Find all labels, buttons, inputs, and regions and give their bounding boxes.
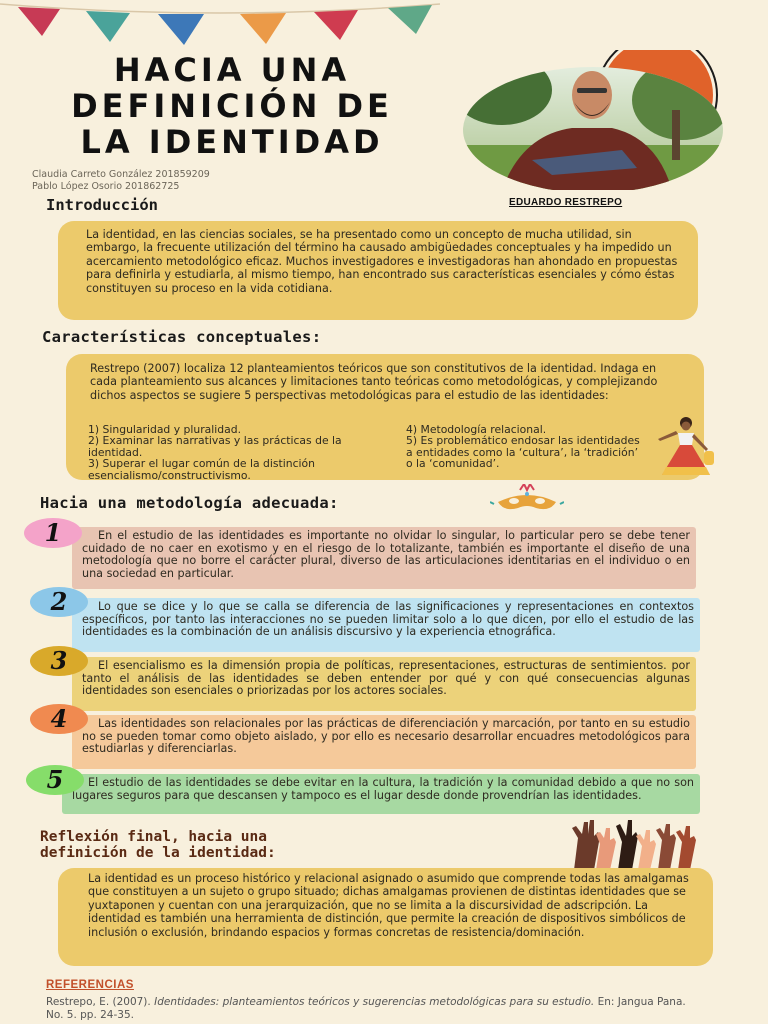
reflexion-box [58,868,713,966]
metodologia-item: En el estudio de las identidades es importante no olvidar lo singular, lo particular pero se debe tener cuidado de no caer en exotismo y en el riesgo de lo totalizante, también es importante el diseño de una metodología que no borre el carácter plural, diverso de las articulaciones identitarias en el individuo o en una sociedad en particular. [72,527,696,589]
metodologia-item: Lo que se dice y lo que se calla se diferencia de las significaciones y representaciones en contextos específicos, por tanto las interacciones no se pueden limitar solo a lo que dicen, por ello el estudio de las identidades es la combinación de un análisis discursivo y la experiencia etnográfica. [72,598,700,652]
perspectives-list-right: 4) Metodología relacional. 5) Es problemático endosar las identidades a entidades como la ‘cultura’, la ‘tradición’ o la ‘comunidad’. [406,423,640,471]
metodologia-number-badge: 2 [30,587,88,617]
caracteristicas-heading: Características conceptuales: [42,328,322,346]
metodologia-heading: Hacia una metodología adecuada: [40,494,339,512]
authors: Claudia Carreto González 201859209 Pablo López Osorio 201862725 [32,169,210,192]
intro-heading: Introducción [46,196,158,214]
reference-entry: Restrepo, E. (2007). Identidades: planteamientos teóricos y sugerencias metodológicas para su estudio. En: Jangua Pana. No. 5. pp. 24-35. [46,996,686,1021]
reflexion-heading: Reflexión final, hacia una definición de la identidad: [40,829,276,861]
page-title: HACIA UNA DEFINICIÓN DE LA IDENTIDAD [71,51,393,161]
metodologia-item: El esencialismo es la dimensión propia de políticas, representaciones, estructuras de sentimientos. por tanto el análisis de las identidades se deben entender por qué y con qué consecuencias algunas identidades son esenciales o priorizadas por los actores sociales. [72,657,696,711]
metodologia-number-badge: 5 [26,765,84,795]
metodologia-number-badge: 4 [30,704,88,734]
metodologia-number-badge: 1 [24,518,82,548]
woman-dancer-icon [650,415,722,481]
referencias-heading: REFERENCIAS [46,979,134,991]
caracteristicas-text: Restrepo (2007) localiza 12 planteamientos teóricos que son constitutivos de la identidad. Indaga en cada planteamiento sus alcances y limitaciones tanto teóricas como metodológicas, y complejizando dichos aspectos se sugiere 5 perspectivas metodológicas para el estudio de las identidades: [90,362,658,402]
reflexion-text: La identidad es un proceso histórico y relacional asignado o asumido que comprende todas las amalgamas que constituyen a un sujeto o grupo situado; dichas amalgamas provienen de distintas identidades que se yuxtaponen y cuentan con una jerarquización, que no se limita a la discursividad de adscripción. La identidad es también una herramienta de distinción, que permite la creación de dispositivos simbólicos de inclusión o exclusión, brindando espacios y formas concretas de resistencia/dominación. [88,872,689,939]
raised-hands-icon [566,816,702,870]
author-name: EDUARDO RESTREPO [509,197,623,208]
perspectives-list-left: 1) Singularidad y pluralidad. 2) Examinar las narrativas y las prácticas de la identidad. 3) Superar el lugar común de la distinción esencialismo/constructivismo. [88,423,342,482]
intro-text: La identidad, en las ciencias sociales, se ha presentado como un concepto de mucha utilidad, sin embargo, la frecuente utilización del término ha causado ambigüedades conceptuales y ha impedido un acercamiento metodológico eficaz. Muchos investigadores e investigadoras han ahondado en propuestas para definirla y estudiarla, al mismo tiempo, han encontrado sus características esenciales y cómo éstas constituyen su proceso en la vida cotidiana. [86,228,678,295]
metodologia-item: Las identidades son relacionales por las prácticas de diferenciación y marcación, por tanto en su estudio no se pueden tomar como objeto aislado, y por ello es necesario desarrollar encuadres metodológicos para estudiarlas y diferenciarlas. [72,715,696,769]
author-photo [462,50,724,190]
intro-box [58,221,698,320]
metodologia-item: El estudio de las identidades se debe evitar en la cultura, la tradición y la comunidad debido a que no son lugares seguros para que descansen y tampoco es el lugar desde donde provendrían las identidades. [62,774,700,814]
carnival-mask-icon [490,484,564,516]
metodologia-number-badge: 3 [30,646,88,676]
bunting-flags-icon [0,0,440,50]
caracteristicas-box [66,354,704,480]
